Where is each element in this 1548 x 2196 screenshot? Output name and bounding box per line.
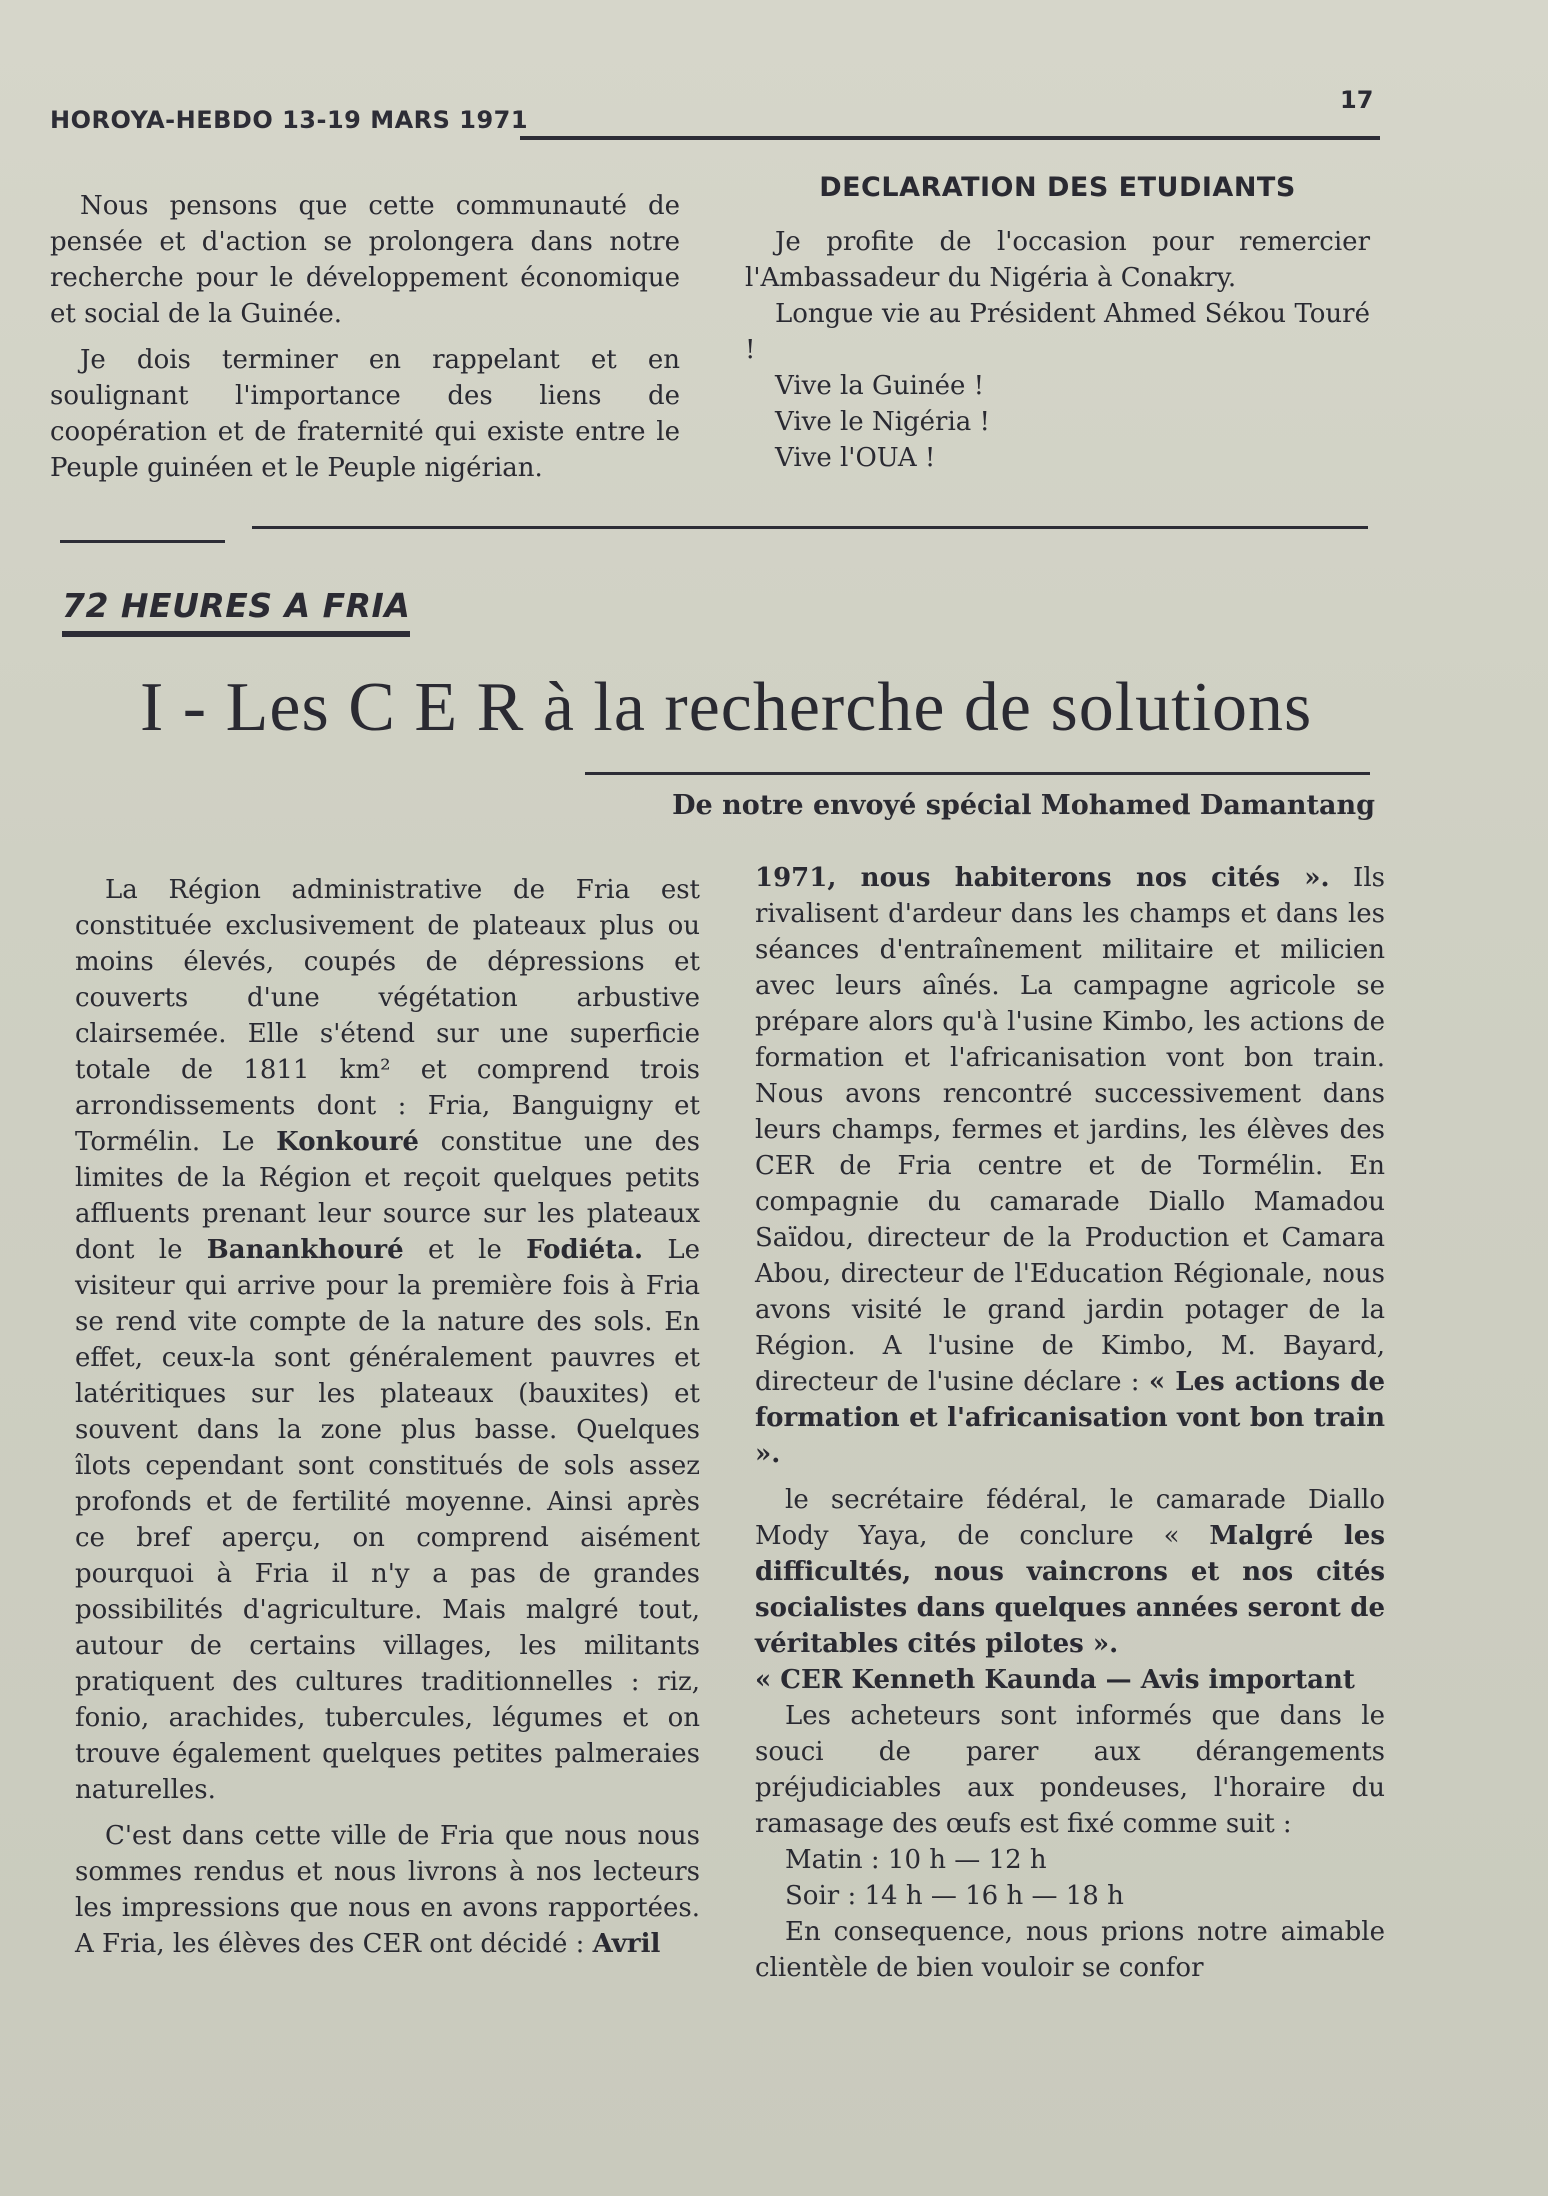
place-name: Fodiéta. [526, 1235, 644, 1265]
bold-run: Avril [592, 1929, 661, 1959]
publication-title: HOROYA-HEBDO 13-19 MARS 1971 [50, 106, 529, 134]
article-paragraph [75, 872, 700, 1808]
page-header [50, 96, 1370, 146]
notice-title [755, 1662, 1385, 1698]
text-run: et le [403, 1235, 527, 1265]
declaration-line: Je profite de l'occasion pour remercier l'Ambassadeur du Nigéria à Conakry. [745, 227, 1370, 293]
text-run: constitue une des limites de la Région et reçoit quelques petits affluents prenant leur source sur les plateaux dont le [75, 1127, 700, 1265]
paragraph: Nous pensons que cette communauté de pensée et d'action se prolongera dans notre recherche pour le développement économique et social de la Guinée. [50, 191, 680, 329]
text-run: Le visiteur qui arrive pour la première fois à Fria se rend vite compte de la nature des sols. En effet, ceux-la sont généralement pauvres et latéritiques sur les plateaux (bauxites) et souvent dans la zone plus basse. Quelques îlots cependant sont constitués de sols assez profonds et de fertilité moyenne. Ainsi après ce bref aperçu, on comprend aisément pourquoi à Fria il n'y a pas de grandes possibilités d'agriculture. Mais malgré tout, autour de certains villages, les militants pratiquent des cultures traditionnelles : riz, fonio, arachides, tubercules, légumes et on trouve également quelques petites palmeraies naturelles. [75, 1235, 700, 1805]
notice-title-text: « CER Kenneth Kaunda — Avis important [755, 1665, 1355, 1695]
top-left-column [50, 188, 680, 486]
declaration-title: DECLARATION DES ETUDIANTS [819, 172, 1296, 203]
text-run: La Région administrative de Fria est constituée exclusivement de plateaux plus ou moins élevés, coupés de dépressions et couverts d'une végétation arbustive clairsemée. Elle s'étend sur une superficie totale de 1811 km² et comprend trois arrondissements dont : Fria, Banguigny et Tormélin. Le [75, 875, 700, 1157]
declaration-line: Longue vie au Président Ahmed Sékou Touré ! [745, 299, 1370, 365]
article-right-column [755, 860, 1385, 1986]
paragraph: Je dois terminer en rappelant et en soulignant l'importance des liens de coopération et de fraternité qui existe entre le Peuple guinéen et le Peuple nigérian. [50, 345, 680, 483]
quote: « Les actions de formation et l'africanisation vont bon train ». [755, 1367, 1386, 1469]
section-divider [60, 540, 225, 543]
declaration-line: Vive la Guinée ! [775, 371, 985, 401]
declaration-section [745, 170, 1370, 476]
declaration-line: Vive le Nigéria ! [775, 407, 990, 437]
header-rule [520, 136, 1380, 140]
article-paragraph [75, 1818, 700, 1962]
byline-rule [585, 772, 1370, 775]
place-name: Konkouré [276, 1127, 419, 1157]
schedule-evening: Soir : 14 h — 16 h — 18 h [785, 1881, 1124, 1911]
notice-closing: En consequence, nous prions notre aimable clientèle de bien vouloir se confor [755, 1917, 1385, 1983]
article-paragraph [755, 860, 1385, 1472]
place-name: Banankhouré [206, 1235, 404, 1265]
bold-run: 1971, nous habiterons nos cités ». [755, 863, 1330, 893]
text-run: Ils rivalisent d'ardeur dans les champs et dans les séances d'entraînement militaire et milicien avec leurs aînés. La campagne agricole se prépare alors qu'à l'usine Kimbo, les actions de formation et l'africanisation vont bon train. Nous avons rencontré successivement dans leurs champs, fermes et jardins, les élèves des CER de Fria centre et de Tormélin. En compagnie du camarade Diallo Mamadou Saïdou, directeur de la Production et Camara Abou, directeur de l'Education Régionale, nous avons visité le grand jardin potager de la Région. A l'usine de Kimbo, M. Bayard, directeur de l'usine déclare : [755, 863, 1385, 1397]
text-run: C'est dans cette ville de Fria que nous nous sommes rendus et nous livrons à nos lecteurs les impressions que nous en avons rapportées. A Fria, les élèves des CER ont décidé : [75, 1821, 700, 1959]
notice-paragraph: Les acheteurs sont informés que dans le souci de parer aux dérangements préjudiciables aux pondeuses, l'horaire du ramasage des œufs est fixé comme suit : [755, 1701, 1385, 1839]
declaration-line: Vive l'OUA ! [775, 443, 936, 473]
article-byline: De notre envoyé spécial Mohamed Damantang [672, 790, 1375, 821]
schedule-morning: Matin : 10 h — 12 h [785, 1845, 1047, 1875]
section-divider [252, 526, 1368, 529]
article-left-column [75, 872, 700, 1962]
article-paragraph [755, 1482, 1385, 1662]
text-run: le secrétaire fédéral, le camarade Diallo Mody Yaya, de conclure « [755, 1485, 1385, 1551]
article-headline: I - Les C E R à la recherche de solutions [140, 669, 1313, 746]
article-kicker: 72 HEURES A FRIA [62, 586, 410, 637]
quote: Malgré les difficultés, nous vaincrons et nos cités socialistes dans quelques années seront de véritables cités pilotes ». [755, 1521, 1385, 1659]
page-number: 17 [1340, 86, 1374, 114]
